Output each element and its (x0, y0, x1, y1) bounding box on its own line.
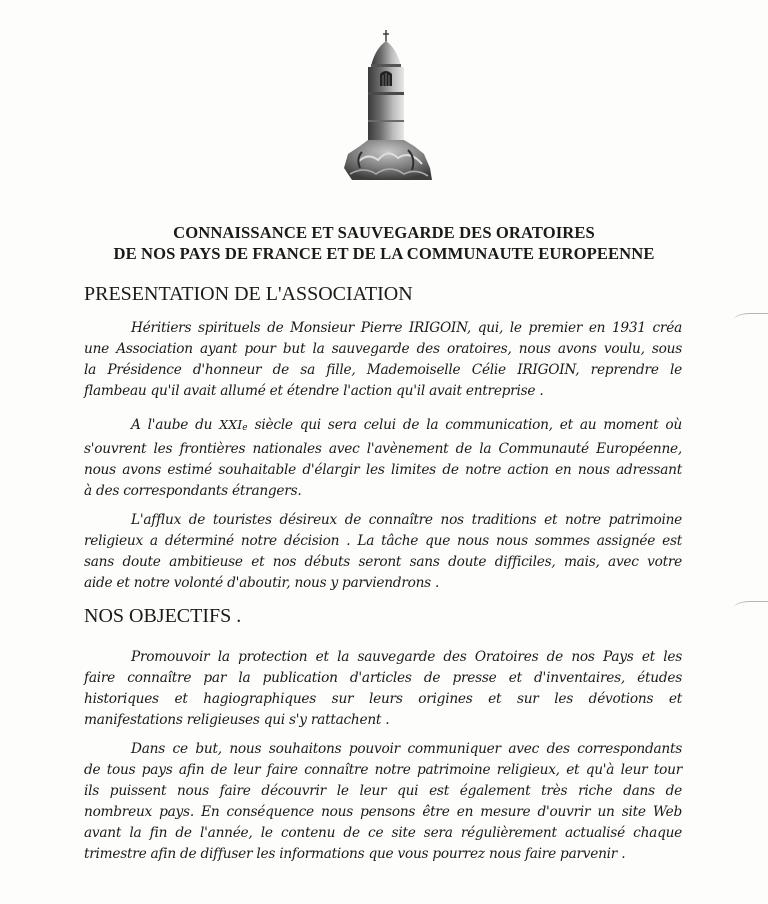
text-line: sans doute ambitieuse et nos débuts seront sans doute difficiles, mais, avec votre (84, 554, 682, 570)
text-line: Promouvoir la protection et la sauvegarde des Oratoires de nos Pays et les (131, 649, 682, 665)
objectives-heading: NOS OBJECTIFS . (84, 605, 242, 627)
objectives-paragraph-2 (84, 739, 682, 865)
presentation-paragraph-2 (84, 414, 682, 502)
century-suffix: e (242, 423, 248, 433)
text-line: nombreux pays. En conséquence nous pensons être en mesure d'ouvrir un site Web (84, 804, 682, 820)
title-line-1: CONNAISSANCE ET SAUVEGARDE DES ORATOIRES (173, 223, 595, 242)
text-line: religieux a déterminé notre décision . La tâche que nous nous sommes assignée est (84, 533, 682, 549)
text-line: une Association ayant pour but la sauvegarde des oratoires, nous avons voulu, sous (84, 341, 682, 357)
text-line: trimestre afin de diffuser les informations que vous pourrez nous faire parvenir . (84, 846, 626, 862)
text-line: Dans ce but, nous souhaitons pouvoir communiquer avec des correspondants (131, 741, 682, 757)
text-line: avant la fin de l'année, le contenu de ce site sera régulièrement actualisé chaque (84, 825, 682, 841)
text-fragment: A l'aube du (131, 417, 220, 433)
text-line: L'afflux de touristes désireux de connaître nos traditions et notre patrimoine (131, 512, 682, 528)
text-fragment: siècle qui sera celui de la communication, et au moment où (247, 417, 682, 433)
text-line: de tous pays afin de leur faire connaître notre patrimoine religieux, et qu'à leur tour (84, 762, 682, 778)
text-line: flambeau qu'il avait allumé et étendre l'action qu'il avait entreprise . (84, 383, 544, 399)
text-line (84, 414, 682, 439)
century-numeral: XXI (219, 417, 243, 432)
title-line-2: DE NOS PAYS DE FRANCE ET DE LA COMMUNAUTE EUROPEENNE (113, 244, 655, 263)
presentation-paragraph-1 (84, 318, 682, 402)
punch-hole-mark (734, 313, 768, 326)
oratory-tower-icon (338, 28, 434, 180)
text-line: Héritiers spirituels de Monsieur Pierre IRIGOIN, qui, le premier en 1931 créa (131, 320, 682, 336)
text-line: nous avons estimé souhaitable d'élargir les limites de notre action en nous adressant (84, 462, 682, 478)
text-line: à des correspondants étrangers. (84, 483, 302, 499)
text-line: historiques et hagiographiques sur leurs origines et sur les dévotions et (84, 691, 682, 707)
presentation-heading: PRESENTATION DE L'ASSOCIATION (84, 283, 413, 305)
text-line: faire connaître par la publication d'articles de presse et d'inventaires, études (84, 670, 682, 686)
objectives-paragraph-1 (84, 647, 682, 731)
document-title (60, 222, 708, 264)
text-line: manifestations religieuses qui s'y rattachent . (84, 712, 390, 728)
text-line: s'ouvrent les frontières nationales avec l'avènement de la Communauté Européenne, (84, 441, 682, 457)
text-line: la Présidence d'honneur de sa fille, Mademoiselle Célie IRIGOIN, reprendre le (84, 362, 682, 378)
punch-hole-mark (734, 601, 768, 614)
text-line: ils puissent nous faire découvrir le leur qui est également très riche dans de (84, 783, 682, 799)
text-line: aide et notre volonté d'aboutir, nous y parviendrons . (84, 575, 440, 591)
presentation-paragraph-3 (84, 510, 682, 594)
